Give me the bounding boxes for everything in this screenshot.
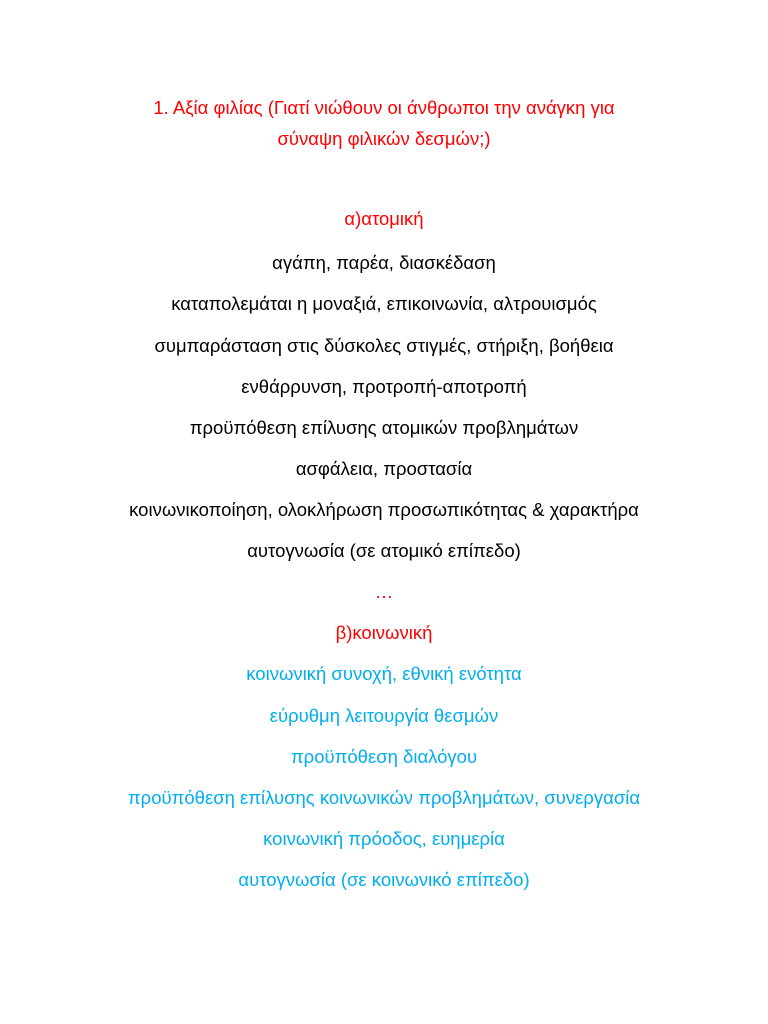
section-a-heading: α)ατομική	[344, 208, 424, 229]
section-b-item: κοινωνική πρόοδος, ευημερία	[263, 828, 505, 849]
section-a-item: αυτογνωσία (σε ατομικό επίπεδο)	[247, 540, 521, 561]
ellipsis: …	[374, 581, 394, 602]
section-a-item: ενθάρρυνση, προτροπή-αποτροπή	[241, 376, 527, 397]
section-a-item: ασφάλεια, προστασία	[295, 458, 473, 479]
section-a-item: συμπαράσταση στις δύσκολες στιγμές, στήριξη, βοήθεια	[154, 335, 614, 356]
title-line-1: 1. Αξία φιλίας (Γιατί νιώθουν οι άνθρωποι την ανάγκη για	[153, 97, 615, 118]
title-line-2: σύναψη φιλικών δεσμών;)	[277, 128, 491, 149]
section-a-item: αγάπη, παρέα, διασκέδαση	[272, 252, 496, 273]
section-a-item: κοινωνικοποίηση, ολοκλήρωση προσωπικότητας & χαρακτήρα	[129, 499, 639, 520]
section-b-item: κοινωνική συνοχή, εθνική ενότητα	[246, 663, 522, 684]
section-b-item: προϋπόθεση διαλόγου	[290, 746, 478, 767]
section-b-item: εύρυθμη λειτουργία θεσμών	[269, 705, 499, 726]
section-b-item: αυτογνωσία (σε κοινωνικό επίπεδο)	[238, 869, 530, 890]
section-a-item: προϋπόθεση επίλυσης ατομικών προβλημάτων	[189, 417, 579, 438]
section-b-heading: β)κοινωνική	[335, 622, 433, 643]
section-a-item: καταπολεμάται η μοναξιά, επικοινωνία, αλτρουισμός	[171, 293, 597, 314]
section-b-item: προϋπόθεση επίλυσης κοινωνικών προβλημάτων, συνεργασία	[127, 787, 641, 808]
